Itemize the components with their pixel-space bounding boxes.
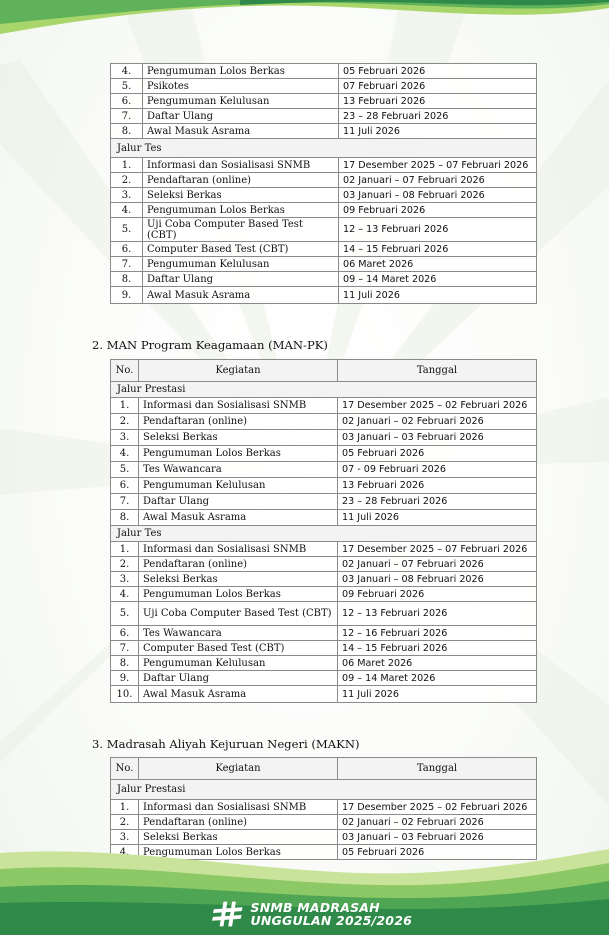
row-number: 8. <box>111 272 143 287</box>
activity-cell: Seleksi Berkas <box>139 430 338 446</box>
activity-cell: Awal Masuk Asrama <box>143 287 339 304</box>
row-number: 1. <box>111 158 143 173</box>
table-row <box>111 800 537 815</box>
table-row <box>111 94 537 109</box>
date-cell: 09 – 14 Maret 2026 <box>339 272 537 287</box>
table-row <box>111 462 537 478</box>
activity-cell: Pengumuman Lolos Berkas <box>143 203 339 218</box>
activity-cell: Tes Wawancara <box>139 626 338 641</box>
activity-cell: Computer Based Test (CBT) <box>143 242 339 257</box>
date-cell: 12 – 13 Februari 2026 <box>338 602 537 626</box>
row-number: 5. <box>111 79 143 94</box>
row-number: 8. <box>111 656 139 671</box>
row-number: 6. <box>111 94 143 109</box>
date-cell: 03 Januari – 03 Februari 2026 <box>338 830 537 845</box>
date-cell: 02 Januari – 07 Februari 2026 <box>338 557 537 572</box>
table-row <box>111 79 537 94</box>
activity-cell: Informasi dan Sosialisasi SNMB <box>139 800 338 815</box>
row-number: 5. <box>111 462 139 478</box>
date-cell: 17 Desember 2025 – 07 Februari 2026 <box>339 158 537 173</box>
row-number: 3. <box>111 430 139 446</box>
date-cell: 11 Juli 2026 <box>339 287 537 304</box>
activity-cell: Pengumuman Lolos Berkas <box>143 64 339 79</box>
date-cell: 12 – 16 Februari 2026 <box>338 626 537 641</box>
table-row <box>111 641 537 656</box>
table-row <box>111 64 537 79</box>
date-cell: 13 Februari 2026 <box>339 94 537 109</box>
activity-cell: Uji Coba Computer Based Test (CBT) <box>143 218 339 242</box>
column-header-no: No. <box>111 360 139 382</box>
top-wave-decoration <box>0 0 609 40</box>
column-header-tanggal: Tanggal <box>338 360 537 382</box>
date-cell: 09 – 14 Maret 2026 <box>338 671 537 686</box>
table-row <box>111 188 537 203</box>
activity-cell: Uji Coba Computer Based Test (CBT) <box>139 602 338 626</box>
table-row <box>111 542 537 557</box>
activity-cell: Pengumuman Lolos Berkas <box>139 845 338 860</box>
row-number: 4. <box>111 203 143 218</box>
date-cell: 03 Januari – 08 Februari 2026 <box>338 572 537 587</box>
row-number: 8. <box>111 510 139 526</box>
activity-cell: Pendaftaran (online) <box>139 414 338 430</box>
activity-cell: Pendaftaran (online) <box>139 815 338 830</box>
column-header-kegiatan: Kegiatan <box>139 758 338 780</box>
column-header-kegiatan: Kegiatan <box>139 360 338 382</box>
table-row <box>111 626 537 641</box>
activity-cell: Psikotes <box>143 79 339 94</box>
table-row <box>111 124 537 139</box>
row-number: 3. <box>111 830 139 845</box>
row-number: 9. <box>111 671 139 686</box>
date-cell: 14 – 15 Februari 2026 <box>339 242 537 257</box>
table-row <box>111 671 537 686</box>
activity-cell: Pendaftaran (online) <box>139 557 338 572</box>
activity-cell: Informasi dan Sosialisasi SNMB <box>139 398 338 414</box>
table-row <box>111 602 537 626</box>
date-cell: 11 Juli 2026 <box>338 510 537 526</box>
table-row <box>111 510 537 526</box>
activity-cell: Pengumuman Kelulusan <box>139 656 338 671</box>
column-header-tanggal: Tanggal <box>338 758 537 780</box>
table-row <box>111 656 537 671</box>
date-cell: 03 Januari – 03 Februari 2026 <box>338 430 537 446</box>
date-cell: 23 – 28 Februari 2026 <box>339 109 537 124</box>
date-cell: 11 Juli 2026 <box>339 124 537 139</box>
section-3-heading: 3. Madrasah Aliyah Kejuruan Negeri (MAKN) <box>92 737 360 751</box>
row-number: 5. <box>111 218 143 242</box>
activity-cell: Computer Based Test (CBT) <box>139 641 338 656</box>
date-cell: 02 Januari – 07 Februari 2026 <box>339 173 537 188</box>
date-cell: 07 Februari 2026 <box>339 79 537 94</box>
row-number: 4. <box>111 64 143 79</box>
table-row <box>111 272 537 287</box>
row-number: 9. <box>111 287 143 304</box>
activity-cell: Seleksi Berkas <box>139 572 338 587</box>
activity-cell: Awal Masuk Asrama <box>143 124 339 139</box>
table-row <box>111 242 537 257</box>
row-number: 6. <box>111 478 139 494</box>
row-number: 10. <box>111 686 139 703</box>
table-row <box>111 557 537 572</box>
date-cell: 09 Februari 2026 <box>338 587 537 602</box>
row-number: 2. <box>111 173 143 188</box>
table-row <box>111 494 537 510</box>
date-cell: 14 – 15 Februari 2026 <box>338 641 537 656</box>
date-cell: 05 Februari 2026 <box>339 64 537 79</box>
date-cell: 07 - 09 Februari 2026 <box>338 462 537 478</box>
schedule-table-man-pk <box>110 359 537 703</box>
activity-cell: Informasi dan Sosialisasi SNMB <box>139 542 338 557</box>
date-cell: 05 Februari 2026 <box>338 446 537 462</box>
table-row <box>111 430 537 446</box>
snmb-hash-logo-icon <box>212 899 245 929</box>
activity-cell: Daftar Ulang <box>139 494 338 510</box>
date-cell: 02 Januari – 02 Februari 2026 <box>338 414 537 430</box>
table-row <box>111 203 537 218</box>
row-number: 8. <box>111 124 143 139</box>
table-row <box>111 572 537 587</box>
row-number: 2. <box>111 414 139 430</box>
group-label-jalur-prestasi: Jalur Prestasi <box>111 382 537 398</box>
activity-cell: Seleksi Berkas <box>143 188 339 203</box>
row-number: 4. <box>111 845 139 860</box>
date-cell: 09 Februari 2026 <box>339 203 537 218</box>
activity-cell: Pengumuman Kelulusan <box>143 257 339 272</box>
activity-cell: Daftar Ulang <box>139 671 338 686</box>
date-cell: 11 Juli 2026 <box>338 686 537 703</box>
table-row <box>111 158 537 173</box>
date-cell: 17 Desember 2025 – 02 Februari 2026 <box>338 800 537 815</box>
date-cell: 06 Maret 2026 <box>339 257 537 272</box>
activity-cell: Awal Masuk Asrama <box>139 510 338 526</box>
date-cell: 02 Januari – 02 Februari 2026 <box>338 815 537 830</box>
table-row <box>111 218 537 242</box>
table-row <box>111 257 537 272</box>
row-number: 6. <box>111 242 143 257</box>
row-number: 2. <box>111 815 139 830</box>
row-number: 5. <box>111 602 139 626</box>
row-number: 7. <box>111 494 139 510</box>
date-cell: 17 Desember 2025 – 02 Februari 2026 <box>338 398 537 414</box>
group-label-jalur-tes: Jalur Tes <box>111 139 537 158</box>
date-cell: 12 – 13 Februari 2026 <box>339 218 537 242</box>
row-number: 1. <box>111 542 139 557</box>
activity-cell: Awal Masuk Asrama <box>139 686 338 703</box>
activity-cell: Informasi dan Sosialisasi SNMB <box>143 158 339 173</box>
row-number: 4. <box>111 446 139 462</box>
row-number: 6. <box>111 626 139 641</box>
activity-cell: Daftar Ulang <box>143 272 339 287</box>
table-row <box>111 414 537 430</box>
row-number: 4. <box>111 587 139 602</box>
table-row <box>111 398 537 414</box>
schedule-table-man-ic-continued <box>110 63 537 304</box>
section-2-heading: 2. MAN Program Keagamaan (MAN-PK) <box>92 338 328 352</box>
date-cell: 05 Februari 2026 <box>338 845 537 860</box>
column-header-no: No. <box>111 758 139 780</box>
date-cell: 13 Februari 2026 <box>338 478 537 494</box>
row-number: 3. <box>111 188 143 203</box>
date-cell: 23 – 28 Februari 2026 <box>338 494 537 510</box>
activity-cell: Daftar Ulang <box>143 109 339 124</box>
date-cell: 17 Desember 2025 – 07 Februari 2026 <box>338 542 537 557</box>
date-cell: 06 Maret 2026 <box>338 656 537 671</box>
activity-cell: Pengumuman Kelulusan <box>139 478 338 494</box>
row-number: 2. <box>111 557 139 572</box>
table-row <box>111 478 537 494</box>
table-row <box>111 815 537 830</box>
table-row <box>111 109 537 124</box>
group-label-jalur-prestasi: Jalur Prestasi <box>111 780 537 800</box>
date-cell: 03 Januari – 08 Februari 2026 <box>339 188 537 203</box>
row-number: 1. <box>111 800 139 815</box>
table-row <box>111 587 537 602</box>
row-number: 1. <box>111 398 139 414</box>
row-number: 7. <box>111 257 143 272</box>
activity-cell: Seleksi Berkas <box>139 830 338 845</box>
table-row <box>111 173 537 188</box>
group-label-jalur-tes: Jalur Tes <box>111 526 537 542</box>
activity-cell: Pendaftaran (online) <box>143 173 339 188</box>
row-number: 7. <box>111 641 139 656</box>
table-row <box>111 287 537 304</box>
activity-cell: Tes Wawancara <box>139 462 338 478</box>
footer-title-line-2: UNGGULAN 2025/2026 <box>250 913 412 928</box>
activity-cell: Pengumuman Kelulusan <box>143 94 339 109</box>
table-row <box>111 446 537 462</box>
row-number: 7. <box>111 109 143 124</box>
activity-cell: Pengumuman Lolos Berkas <box>139 446 338 462</box>
footer-logo <box>212 896 412 932</box>
table-row <box>111 686 537 703</box>
row-number: 3. <box>111 572 139 587</box>
footer-title-line-1: SNMB MADRASAH <box>250 900 380 915</box>
activity-cell: Pengumuman Lolos Berkas <box>139 587 338 602</box>
